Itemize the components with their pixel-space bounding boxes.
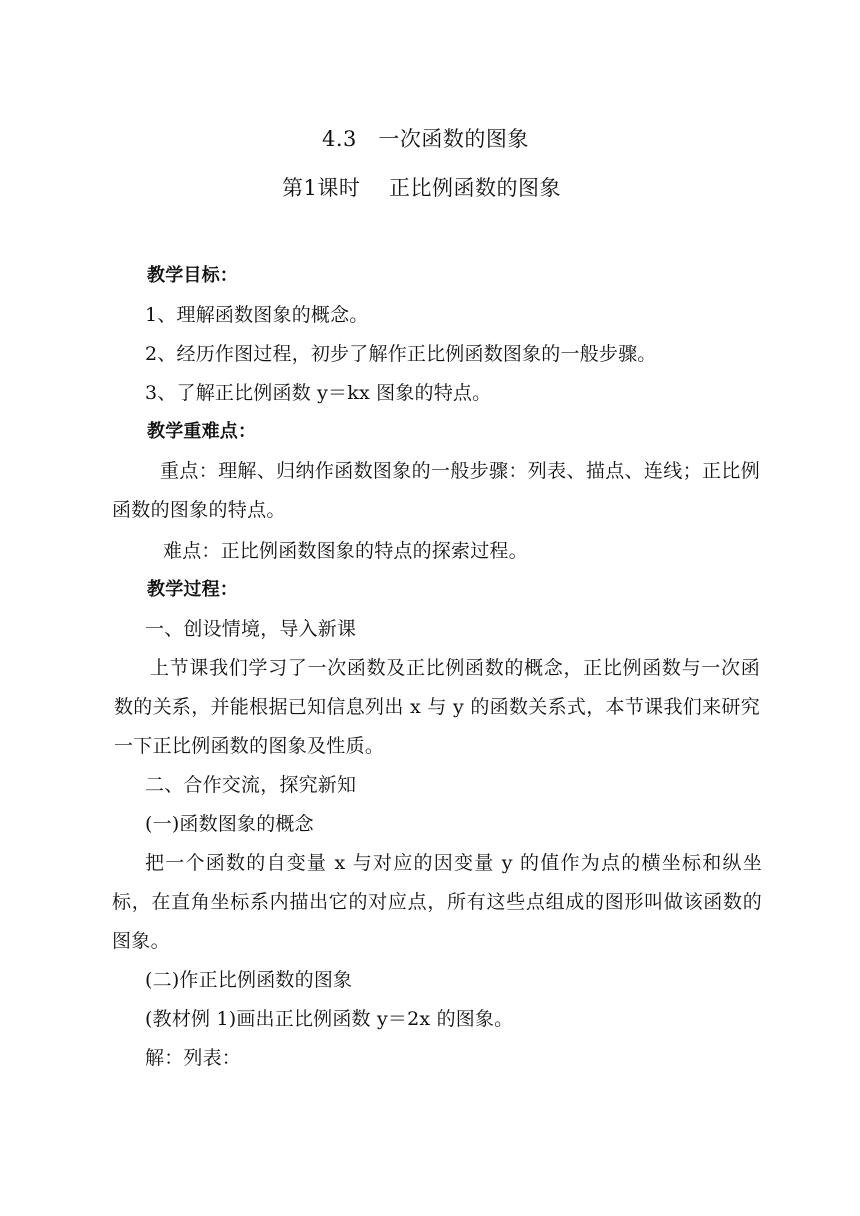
section-1-paragraph: 上节课我们学习了一次函数及正比例函数的概念，正比例函数与一次函数的关系，并能根据已知信息列出 x 与 y 的函数关系式，本节课我们来研究一下正比例函数的图象及性质。 — [114, 657, 760, 757]
key-point-paragraph: 重点：理解、归纳作函数图象的一般步骤：列表、描点、连线；正比例函数的图象的特点。 — [112, 460, 760, 521]
difficulty-paragraph: 难点：正比例函数图象的特点的探索过程。 — [163, 540, 528, 562]
subsection-2-title: (二)作正比例函数的图象 — [145, 969, 353, 991]
subsection-1-title: (一)函数图象的概念 — [145, 813, 314, 835]
section-1-title: 一、创设情境，导入新课 — [145, 618, 357, 640]
subsection-1-paragraph: 把一个函数的自变量 x 与对应的因变量 y 的值作为点的横坐标和纵坐标，在直角坐标系内描出它的对应点，所有这些点组成的图形叫做该函数的图象。 — [112, 852, 762, 952]
document-title: 4.3 一次函数的图象 — [322, 127, 529, 151]
process-heading: 教学过程： — [147, 579, 238, 600]
goals-heading: 教学目标： — [147, 265, 238, 286]
goal-item-1: 1、理解函数图象的概念。 — [145, 304, 369, 326]
goal-item-2: 2、经历作图过程，初步了解作正比例函数图象的一般步骤。 — [145, 343, 657, 365]
solution-start: 解：列表： — [145, 1047, 242, 1069]
goal-item-3: 3、了解正比例函数 y＝kx 图象的特点。 — [145, 382, 492, 404]
document-subtitle: 第1课时 正比例函数的图象 — [282, 176, 562, 200]
keypoints-heading: 教学重难点： — [147, 421, 257, 442]
section-2-title: 二、合作交流，探究新知 — [145, 774, 357, 796]
example-statement: (教材例 1)画出正比例函数 y＝2x 的图象。 — [145, 1008, 514, 1030]
